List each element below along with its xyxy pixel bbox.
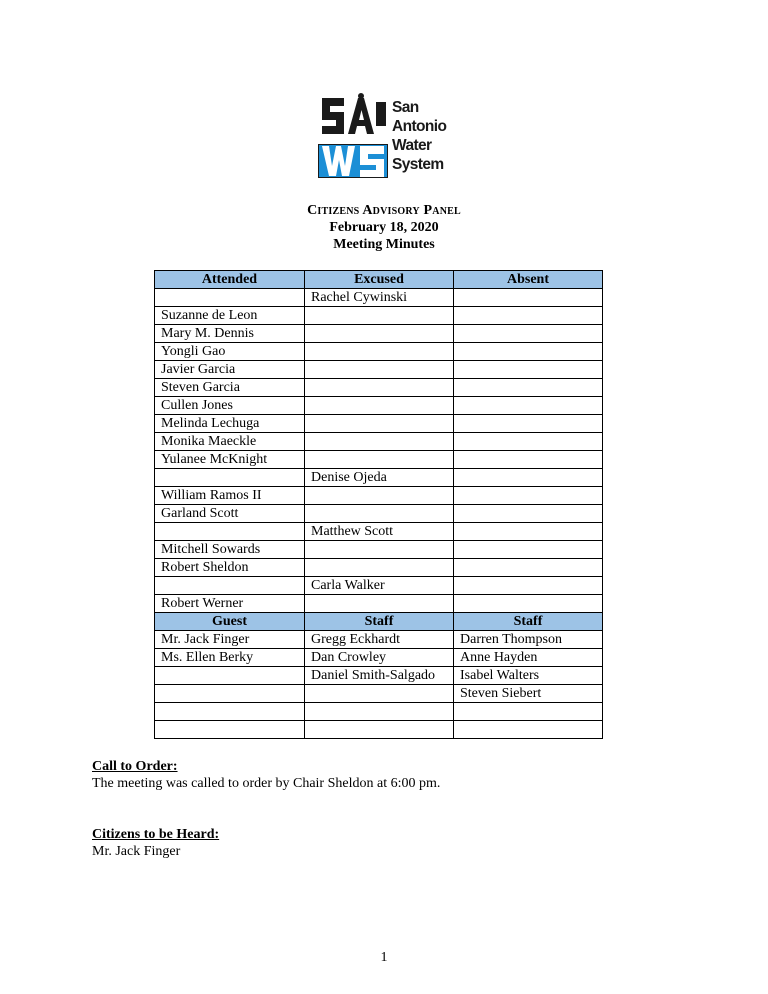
table-cell	[305, 487, 454, 505]
table-cell	[155, 523, 305, 541]
table-row	[155, 415, 603, 433]
table-cell: Melinda Lechuga	[155, 415, 305, 433]
logo-line: Water	[392, 137, 432, 154]
document-type: Meeting Minutes	[333, 237, 435, 252]
attendance-table	[154, 270, 603, 739]
table-cell	[454, 325, 603, 343]
table-row	[155, 649, 603, 667]
table-cell	[454, 577, 603, 595]
table-cell	[454, 415, 603, 433]
column-header: Guest	[155, 613, 305, 631]
table-cell	[155, 685, 305, 703]
table-cell: Anne Hayden	[454, 649, 603, 667]
table-cell	[454, 379, 603, 397]
table-cell: Denise Ojeda	[305, 469, 454, 487]
page-number: 1	[380, 950, 388, 965]
table-row	[155, 487, 603, 505]
table-cell	[454, 307, 603, 325]
table-cell	[454, 433, 603, 451]
attendance-header-row	[155, 271, 603, 289]
table-cell	[155, 703, 305, 721]
table-cell	[454, 523, 603, 541]
table-row	[155, 523, 603, 541]
document-title-block	[0, 202, 768, 253]
table-cell	[155, 667, 305, 685]
logo-line: System	[392, 156, 444, 173]
table-cell	[305, 343, 454, 361]
table-cell	[454, 541, 603, 559]
logo-line: Antonio	[392, 118, 447, 135]
table-cell: Carla Walker	[305, 577, 454, 595]
table-cell: Garland Scott	[155, 505, 305, 523]
table-cell: Ms. Ellen Berky	[155, 649, 305, 667]
table-row	[155, 325, 603, 343]
table-cell: Mr. Jack Finger	[155, 631, 305, 649]
table-cell	[305, 559, 454, 577]
table-cell	[305, 415, 454, 433]
table-row	[155, 307, 603, 325]
table-cell	[305, 541, 454, 559]
table-cell: Dan Crowley	[305, 649, 454, 667]
table-row	[155, 559, 603, 577]
table-row	[155, 469, 603, 487]
table-cell: Cullen Jones	[155, 397, 305, 415]
table-cell	[454, 559, 603, 577]
table-row	[155, 379, 603, 397]
table-cell	[454, 595, 603, 613]
table-row	[155, 577, 603, 595]
table-cell	[454, 289, 603, 307]
table-cell: Mary M. Dennis	[155, 325, 305, 343]
call-to-order-section	[92, 758, 440, 792]
table-cell	[305, 595, 454, 613]
table-cell	[305, 703, 454, 721]
table-row	[155, 721, 603, 739]
table-row	[155, 703, 603, 721]
table-cell	[155, 577, 305, 595]
table-cell	[305, 685, 454, 703]
table-cell	[305, 361, 454, 379]
table-cell	[155, 289, 305, 307]
table-cell: Darren Thompson	[454, 631, 603, 649]
table-cell: Steven Siebert	[454, 685, 603, 703]
column-header: Excused	[305, 271, 454, 289]
column-header: Absent	[454, 271, 603, 289]
staff-header-row	[155, 613, 603, 631]
table-cell: Mitchell Sowards	[155, 541, 305, 559]
table-cell: Gregg Eckhardt	[305, 631, 454, 649]
table-cell	[305, 307, 454, 325]
table-cell	[305, 721, 454, 739]
table-row	[155, 541, 603, 559]
table-cell: Javier Garcia	[155, 361, 305, 379]
table-cell: Rachel Cywinski	[305, 289, 454, 307]
section-heading: Call to Order:	[92, 759, 178, 774]
table-cell: William Ramos II	[155, 487, 305, 505]
section-heading: Citizens to be Heard:	[92, 827, 220, 842]
logo-wordmark	[392, 98, 456, 174]
table-cell	[305, 325, 454, 343]
table-row	[155, 685, 603, 703]
table-row	[155, 289, 603, 307]
citizens-heard-section	[92, 826, 219, 860]
table-cell	[454, 505, 603, 523]
saws-emblem-icon	[318, 92, 392, 184]
table-cell	[454, 487, 603, 505]
section-body: The meeting was called to order by Chair Sheldon at 6:00 pm.	[92, 776, 441, 791]
table-row	[155, 433, 603, 451]
table-cell: Yongli Gao	[155, 343, 305, 361]
table-cell: Steven Garcia	[155, 379, 305, 397]
table-row	[155, 451, 603, 469]
table-cell: Daniel Smith-Salgado	[305, 667, 454, 685]
table-cell: Suzanne de Leon	[155, 307, 305, 325]
table-cell	[454, 397, 603, 415]
table-cell: Robert Sheldon	[155, 559, 305, 577]
table-cell	[305, 505, 454, 523]
table-cell	[155, 721, 305, 739]
table-cell	[454, 721, 603, 739]
table-cell	[454, 451, 603, 469]
table-cell	[454, 343, 603, 361]
table-row	[155, 361, 603, 379]
table-cell	[305, 451, 454, 469]
logo-line: San	[392, 99, 419, 116]
table-cell: Robert Werner	[155, 595, 305, 613]
table-row	[155, 397, 603, 415]
table-cell	[454, 469, 603, 487]
table-cell: Yulanee McKnight	[155, 451, 305, 469]
table-cell	[454, 361, 603, 379]
table-row	[155, 631, 603, 649]
saws-logo	[318, 92, 452, 184]
column-header: Staff	[305, 613, 454, 631]
section-body: Mr. Jack Finger	[92, 844, 181, 859]
table-row	[155, 343, 603, 361]
meeting-date: February 18, 2020	[329, 220, 439, 235]
table-cell	[454, 703, 603, 721]
table-cell	[305, 379, 454, 397]
table-cell: Matthew Scott	[305, 523, 454, 541]
table-cell: Isabel Walters	[454, 667, 603, 685]
table-cell	[155, 469, 305, 487]
table-cell: Monika Maeckle	[155, 433, 305, 451]
table-cell	[305, 397, 454, 415]
table-row	[155, 667, 603, 685]
column-header: Staff	[454, 613, 603, 631]
column-header: Attended	[155, 271, 305, 289]
table-cell	[305, 433, 454, 451]
org-name: Citizens Advisory Panel	[307, 203, 461, 218]
table-row	[155, 505, 603, 523]
table-row	[155, 595, 603, 613]
